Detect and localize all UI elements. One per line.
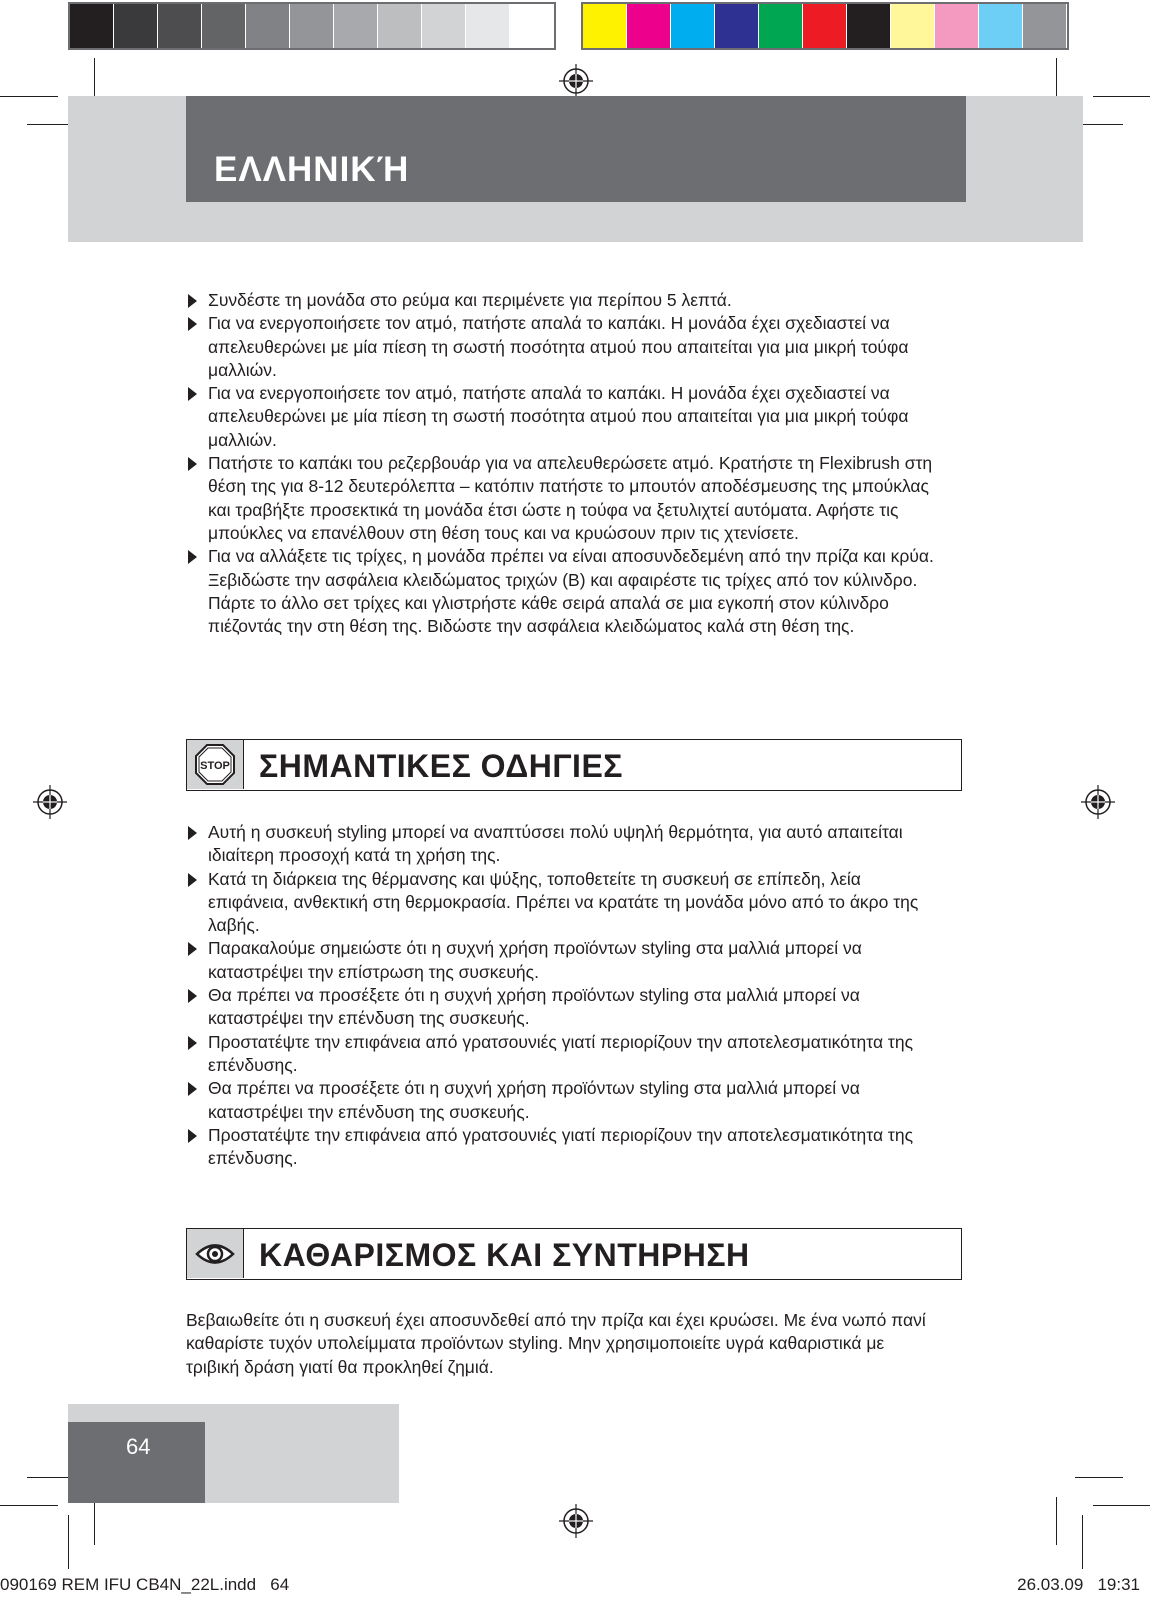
color-bar-cmyk xyxy=(581,2,1069,50)
color-swatch xyxy=(627,4,671,48)
eye-icon-cell xyxy=(187,1229,244,1278)
bullet-text: Συνδέστε τη μονάδα στο ρεύμα και περιμένετε για περίπου 5 λεπτά. xyxy=(208,290,732,310)
color-swatch xyxy=(759,4,803,48)
bullet-text: Προστατέψτε την επιφάνεια από γρατσουνιές γιατί περιορίζουν την αποτελεσματικότητα της επένδυσης. xyxy=(208,1124,914,1169)
bullet-text: Αυτή η συσκευή styling μπορεί να αναπτύσσει πολύ υψηλή θερμότητα, για αυτό απαιτείται ιδιαίτερη προσοχή κατά τη χρήση της. xyxy=(208,822,903,866)
crop-mark xyxy=(68,1515,69,1569)
color-swatch xyxy=(70,4,114,48)
cleaning-paragraph: Βεβαιωθείτε ότι η συσκευή έχει αποσυνδεθεί από την πρίζα και έχει κρυώσει. Με ένα νωπό πανί καθαρίστε τυχόν υπολείμματα προϊόντων styling. Μην χρησιμοποιείτε υγρά καθαριστικά με τριβική δράση γιατί θα προκληθεί ζημιά. xyxy=(186,1310,926,1377)
bullet-arrow-icon xyxy=(188,942,197,956)
bullet-text: Κατά τη διάρκεια της θέρμανσης και ψύξης, τοποθετείτε τη συσκευή σε επίπεδη, λεία επιφάνεια, ανθεκτική στη θερμοκρασία. Πρέπει να κρατάτε τη μονάδα μόνο από το άκρο της λαβής. xyxy=(208,868,919,936)
page-title: ΕΛΛΗΝΙΚΉ xyxy=(214,150,410,189)
bullet-text: Για να αλλάξετε τις τρίχες, η μονάδα πρέπει να είναι αποσυνδεδεμένη από την πρίζα και κρύα. Ξεβιδώστε την ασφάλεια κλειδώματος τριχών (B) και αφαιρέστε τις τρίχες από τον κύλινδρο. Πάρτε το άλλο σετ τρίχες και γλιστρήστε κάθε σειρά απαλά σε μια εγκοπή στον κύλινδρο πιέζοντάς την στη θέση της. Βιδώστε την ασφάλεια κλειδώματος καλά στη θέση της. xyxy=(208,546,934,637)
registration-mark-icon xyxy=(33,785,67,819)
crop-mark xyxy=(1093,1505,1150,1506)
color-swatch xyxy=(246,4,290,48)
cleaning-heading: ΚΑΘΑΡΙΣΜΟΣ ΚΑΙ ΣΥΝΤΗΡΗΣΗ xyxy=(259,1237,750,1273)
bullet-text: Για να ενεργοποιήσετε τον ατμό, πατήστε απαλά το καπάκι. Η μονάδα έχει σχεδιαστεί να απελευθερώνει με μία πίεση τη σωστή ποσότητα ατμού που απαιτείται για μια μικρή τούφα μαλλιών. xyxy=(208,313,909,380)
bullet-arrow-icon xyxy=(188,989,197,1003)
bullet-arrow-icon xyxy=(188,457,197,471)
registration-mark-icon xyxy=(1081,785,1115,819)
bullet-text: Θα πρέπει να προσέξετε ότι η συχνή χρήση προϊόντων styling στα μαλλιά μπορεί να καταστρέψει την επένδυση της συσκευής. xyxy=(208,985,860,1029)
bullet-arrow-icon xyxy=(188,317,197,331)
color-swatch xyxy=(979,4,1023,48)
registration-mark-icon xyxy=(559,64,593,98)
important-heading: ΣΗΜΑΝΤΙΚΕΣ ΟΔΗΓΙΕΣ xyxy=(259,748,623,784)
bullet-arrow-icon xyxy=(188,1036,197,1050)
color-swatch xyxy=(935,4,979,48)
color-swatch xyxy=(671,4,715,48)
bullet-item xyxy=(186,1077,936,1124)
bullet-arrow-icon xyxy=(188,1129,197,1143)
important-section xyxy=(186,821,936,1170)
cleaning-heading-box xyxy=(186,1228,962,1280)
crop-mark xyxy=(94,1497,95,1545)
bullet-item xyxy=(186,452,936,545)
color-swatch xyxy=(715,4,759,48)
color-swatch xyxy=(466,4,510,48)
color-swatch xyxy=(378,4,422,48)
bullet-text: Για να ενεργοποιήσετε τον ατμό, πατήστε απαλά το καπάκι. Η μονάδα έχει σχεδιαστεί να απελευθερώνει με μία πίεση τη σωστή ποσότητα ατμού που απαιτείται για μια μικρή τούφα μαλλιών. xyxy=(208,383,909,450)
bullet-item xyxy=(186,984,936,1031)
crop-mark xyxy=(0,1505,58,1506)
slug-date: 26.03.09 19:31 xyxy=(1017,1575,1140,1594)
color-swatch xyxy=(1023,4,1067,48)
color-swatch xyxy=(583,4,627,48)
crop-mark xyxy=(0,96,58,97)
important-heading-box xyxy=(186,739,962,791)
intro-bullet-list xyxy=(186,289,936,638)
color-swatch xyxy=(510,4,554,48)
crop-mark xyxy=(1075,1477,1123,1478)
important-bullet-list xyxy=(186,821,936,1170)
stop-sign-icon xyxy=(187,740,243,789)
slug-filename: 090169 REM IFU CB4N_22L.indd 64 xyxy=(0,1575,290,1594)
registration-mark-icon xyxy=(559,1504,593,1538)
color-swatch xyxy=(202,4,246,48)
bullet-item xyxy=(186,868,936,938)
bullet-text: Παρακαλούμε σημειώστε ότι η συχνή χρήση προϊόντων styling στα μαλλιά μπορεί να καταστρέψει την επίστρωση της συσκευής. xyxy=(208,938,862,982)
bullet-item xyxy=(186,1031,936,1078)
bullet-text: Προστατέψτε την επιφάνεια από γρατσουνιές γιατί περιορίζουν την αποτελεσματικότητα της επένδυσης. xyxy=(208,1031,914,1075)
bullet-arrow-icon xyxy=(188,826,197,840)
bullet-text: Πατήστε το καπάκι του ρεζερβουάρ για να απελευθερώσετε ατμό. Κρατήστε τη Flexibrush στη θέση της για 8-12 δευτερόλεπτα – κατόπιν πατήστε το μπουτόν αποδέσμευσης της μπούκλας και τραβήξτε προσεκτικά τη μονάδα έτσι ώστε η τούφα να ξετυλιχτεί αυτόματα. Αφήστε τις μπούκλες να επανέλθουν στη θέση τους και να κρυώσουν πριν τις χτενίσετε. xyxy=(208,453,933,543)
eye-icon xyxy=(187,1229,243,1278)
bullet-text: Θα πρέπει να προσέξετε ότι η συχνή χρήση προϊόντων styling στα μαλλιά μπορεί να καταστρέψει την επένδυση της συσκευής. xyxy=(208,1078,860,1122)
color-swatch xyxy=(891,4,935,48)
bullet-item xyxy=(186,382,936,452)
crop-mark xyxy=(1093,96,1150,97)
bullet-item xyxy=(186,312,936,382)
page-number: 64 xyxy=(126,1434,151,1459)
bullet-arrow-icon xyxy=(188,1082,197,1096)
bullet-item xyxy=(186,545,936,638)
stop-icon-cell xyxy=(187,740,244,789)
intro-section xyxy=(186,289,936,638)
crop-mark xyxy=(1056,1497,1057,1545)
color-swatch xyxy=(847,4,891,48)
bullet-item xyxy=(186,821,936,868)
color-swatch xyxy=(114,4,158,48)
header-box xyxy=(186,96,966,202)
color-swatch xyxy=(158,4,202,48)
bullet-item xyxy=(186,937,936,984)
bullet-arrow-icon xyxy=(188,550,197,564)
crop-mark xyxy=(1082,1515,1083,1569)
page-number-box xyxy=(68,1422,205,1503)
bullet-item xyxy=(186,1124,936,1171)
color-swatch xyxy=(803,4,847,48)
bullet-arrow-icon xyxy=(188,294,197,308)
bullet-arrow-icon xyxy=(188,387,197,401)
color-bar-grayscale xyxy=(68,2,556,50)
color-swatch xyxy=(334,4,378,48)
stop-icon-label: STOP xyxy=(200,760,230,772)
color-swatch xyxy=(290,4,334,48)
bullet-arrow-icon xyxy=(188,873,197,887)
color-swatch xyxy=(422,4,466,48)
cleaning-section xyxy=(186,1309,936,1379)
bullet-item xyxy=(186,289,936,312)
